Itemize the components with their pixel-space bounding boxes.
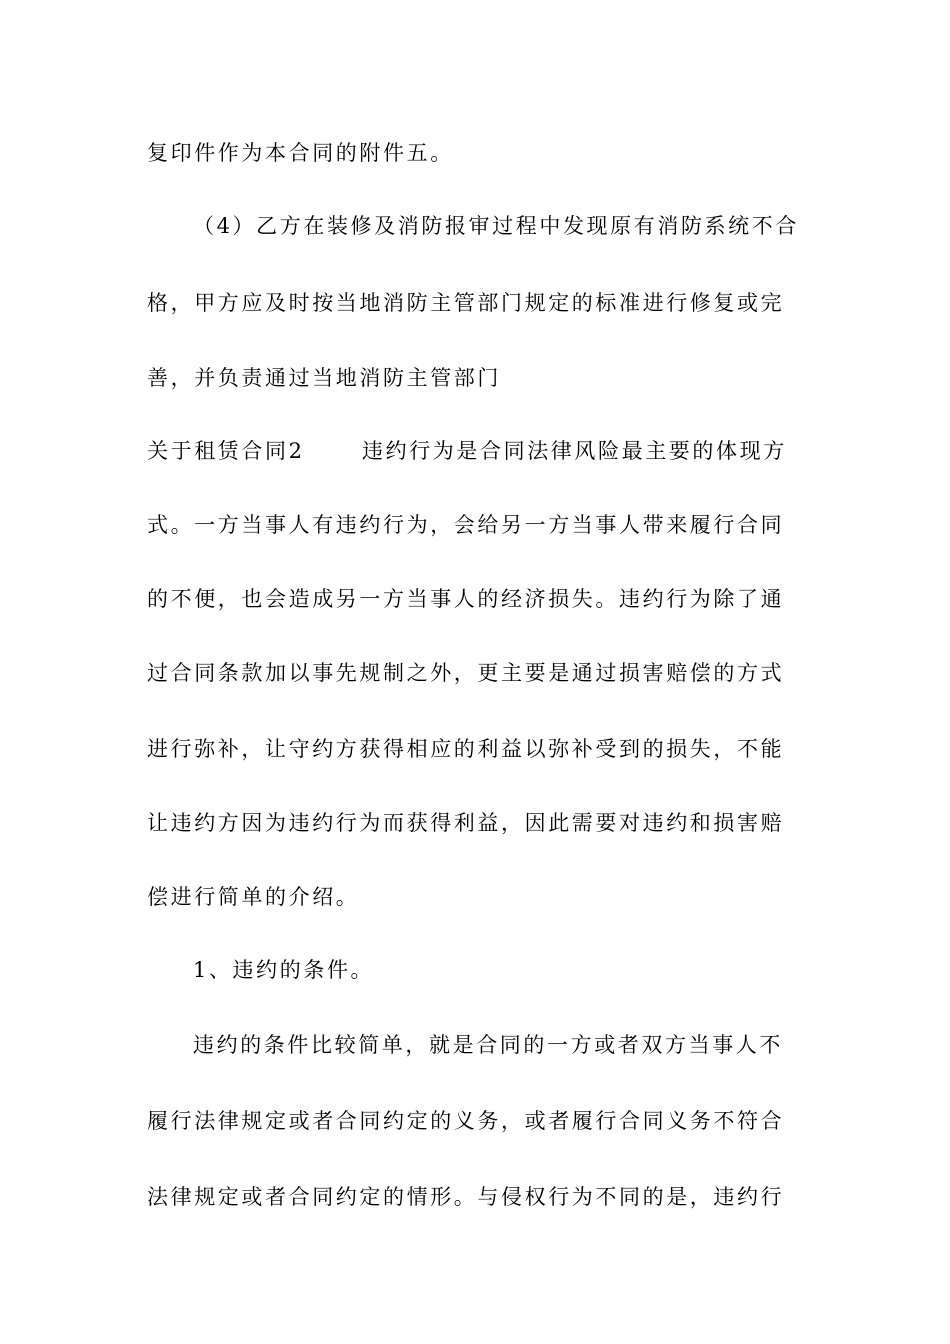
text-line: 复印件作为本合同的附件五。 [147, 141, 454, 165]
paragraph-line: 违约的条件比较简单，就是合同的一方或者双方当事人不 [193, 1033, 783, 1057]
text-line: 违约行为是合同法律风险最主要的体现方 [362, 439, 787, 463]
text-line: 履行法律规定或者合同约定的义务，或者履行合同义务不符合 [147, 1109, 785, 1133]
text-line: 过合同条款加以事先规制之外，更主要是通过损害赔偿的方式 [147, 661, 785, 685]
text-line: 进行弥补，让守约方获得相应的利益以弥补受到的损失，不能 [147, 737, 785, 761]
text-line: 的不便，也会造成另一方当事人的经济损失。违约行为除了通 [147, 587, 785, 611]
text-line: 法律规定或者合同约定的情形。与侵权行为不同的是，违约行 [147, 1185, 785, 1209]
text-line: 善，并负责通过当地消防主管部门 [147, 366, 501, 390]
text-line: 格，甲方应及时按当地消防主管部门规定的标准进行修复或完 [147, 291, 785, 315]
section-title: 关于租赁合同2 [147, 439, 305, 463]
paragraph-line: （4）乙方在装修及消防报审过程中发现原有消防系统不合 [193, 214, 799, 238]
text-line: 偿进行简单的介绍。 [147, 885, 360, 909]
text-line: 式。一方当事人有违约行为，会给另一方当事人带来履行合同 [147, 513, 785, 537]
text-line: 让违约方因为违约行为而获得利益，因此需要对违约和损害赔 [147, 811, 785, 835]
subheading: 1、违约的条件。 [193, 958, 375, 982]
